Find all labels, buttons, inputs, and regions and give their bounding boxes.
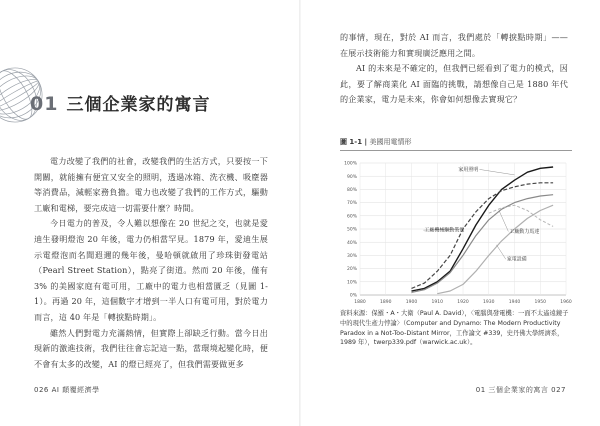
x-tick-label: 1880 bbox=[354, 300, 366, 305]
chapter-heading bbox=[30, 90, 210, 115]
x-tick-label: 1940 bbox=[508, 300, 521, 305]
y-tick-label: 90% bbox=[346, 174, 357, 180]
right-page bbox=[300, 0, 600, 426]
chapter-title: 三個企業家的寓言 bbox=[66, 95, 211, 115]
left-body-text bbox=[34, 154, 268, 372]
x-tick-label: 1930 bbox=[483, 300, 495, 305]
y-tick-label: 100% bbox=[344, 161, 357, 167]
y-tick-label: 60% bbox=[346, 214, 357, 220]
series-label: 家用照明 bbox=[458, 166, 479, 173]
x-tick-label: 1920 bbox=[457, 300, 469, 305]
x-tick-label: 1890 bbox=[380, 300, 392, 305]
y-tick-label: 20% bbox=[346, 267, 357, 273]
chapter-number: 01 bbox=[30, 93, 59, 115]
figure-label: 圖 1-1 bbox=[340, 138, 363, 146]
y-tick-label: 0% bbox=[349, 293, 357, 299]
electricity-usage-chart bbox=[340, 157, 572, 307]
label-leader-line bbox=[496, 245, 505, 259]
figure-title: 美國用電情形 bbox=[369, 138, 412, 146]
x-tick-label: 1910 bbox=[431, 300, 443, 305]
paragraph: 雖然人們對電力充滿熱情，但實際上卻缺乏行動。當今日出現新的激進技術，我們往往會忘記這一點，當環境起變化時，便不會有太多的改變，AI 的燈已經亮了，但我們需要做更多 bbox=[34, 327, 268, 369]
left-folio: 026 AI 顛覆經濟學 bbox=[34, 386, 100, 394]
y-tick-label: 40% bbox=[346, 240, 357, 246]
caption-separator: | bbox=[364, 138, 370, 146]
right-body-text bbox=[340, 30, 568, 108]
figure-1-1 bbox=[340, 137, 572, 307]
series-label: 工廠機械驅動裝置 bbox=[424, 227, 465, 234]
figure-caption bbox=[340, 137, 572, 151]
y-tick-label: 10% bbox=[346, 280, 357, 286]
y-tick-label: 70% bbox=[346, 201, 357, 207]
label-leader-line bbox=[499, 211, 508, 232]
paragraph-continued: 的事情，現在，對於 AI 而言，我們處於「轉捩點時期」——在展示技術能力和實現廣泛應用之間。 bbox=[340, 32, 568, 58]
paragraph: 今日電力的普及，令人難以想像在 20 世紀之交，也就是愛迪生發明燈泡 20 年後，電力仍相當罕見。1879 年，愛迪生展示電燈泡而名聞遐邇的幾年後，曼哈頓就啟用了珍珠街發電站（Pearl Street Station），點亮了街道。然而 20 年後，僅有 3% 的美國家庭有電可用，工廠中的電力也相當匱乏（見圖 1-1）。再過 20 年，這個數字才增到一半人口有電可用，對於電力而言，這 40 年是「轉捩點時期」。 bbox=[34, 218, 268, 322]
y-tick-label: 80% bbox=[346, 188, 357, 193]
right-folio: 01 三個企業家的寓言 027 bbox=[475, 386, 566, 394]
figure-source: 資料來源：保羅・A・大衛（Paul A. David），〈電腦與發電機：一面不太遙遠鏡子中的現代生產力悖論〉（Computer and Dynamo: The Modern Productivity Paradox in a Not-Too-Distant Mirror，工作論文 #339，史丹佛大學經濟系，1989 年），twerp339.pdf（warwick.ac.uk）。 bbox=[340, 310, 569, 347]
series-line-1 bbox=[412, 183, 554, 289]
paragraph: 電力改變了我們的社會，改變我們的生活方式，只要按一下開關，就能擁有便宜又安全的照明，透過冰箱、洗衣機、吸塵器等消費品，減輕家務負擔。電力也改變了我們的工作方式，驅動工廠和電梯，要完成這一切需要什麼？時間。 bbox=[34, 156, 268, 213]
y-tick-label: 50% bbox=[346, 227, 357, 233]
x-tick-label: 1900 bbox=[405, 300, 418, 305]
series-label: 工廠動力馬達 bbox=[509, 228, 540, 235]
label-leader-line bbox=[479, 169, 514, 174]
series-line-3 bbox=[437, 205, 553, 294]
paragraph: AI 的未來是不確定的，但我們已經看到了電力的模式，因此，要了解商業化 AI 面臨的挑戰，請想像自己是 1880 年代的企業家，電力是未來，你會如何想像去實現它？ bbox=[340, 63, 568, 105]
x-tick-label: 1950 bbox=[534, 300, 546, 305]
series-label: 家電設備 bbox=[506, 256, 527, 263]
y-tick-label: 30% bbox=[346, 254, 357, 259]
series-line-2 bbox=[412, 195, 554, 293]
x-tick-label: 1960 bbox=[560, 300, 572, 305]
